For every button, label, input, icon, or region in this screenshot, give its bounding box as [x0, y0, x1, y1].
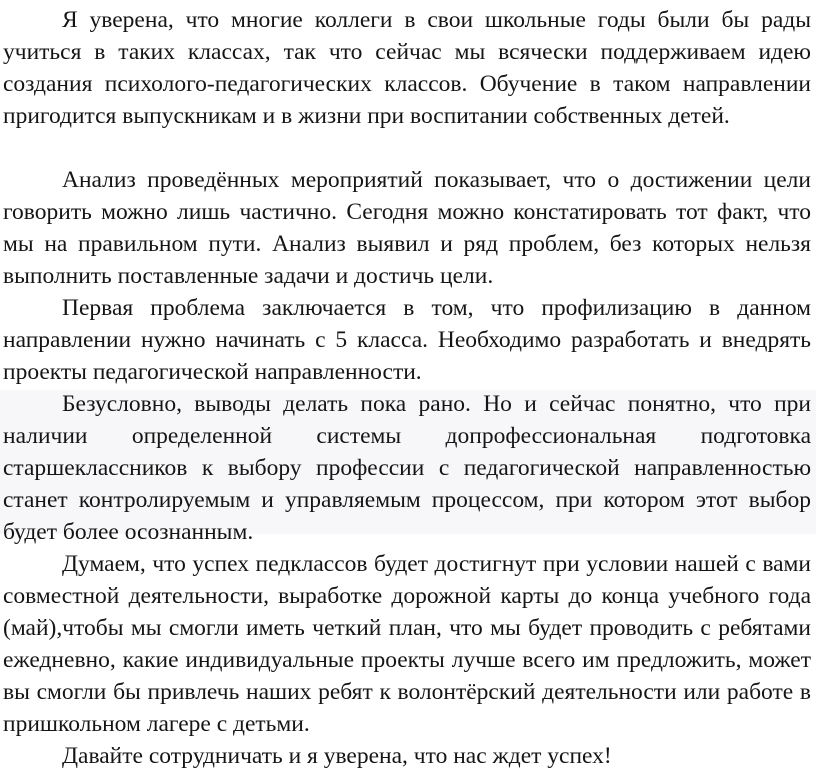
paragraph-4: Безусловно, выводы делать пока рано. Но и сейчас понятно, что при наличии определенной системы допрофессиональная подготовка старшеклассников к выбору профессии с педагогической направленностью станет контролируемым и управляемым процессом, при котором этот выбор будет более осознанным. [3, 391, 811, 545]
empty-line [3, 132, 811, 164]
paragraph-5: Думаем, что успех педклассов будет достигнут при условии нашей с вами совместной деятельности, выработке дорожной карты до конца учебного года (май),чтобы мы смогли иметь четкий план, что мы будет проводить с ребятами ежедневно, какие индивидуальные проекты лучше всего им предложить, может вы смогли бы привлечь наших ребят к волонтёрский деятельности или работе в пришкольном лагере с детьми. [3, 551, 811, 737]
paragraph-3: Первая проблема заключается в том, что профилизацию в данном направлении нужно начинать с 5 класса. Необходимо разработать и внедрять проекты педагогической направленности. [3, 295, 811, 385]
document-body [3, 4, 811, 772]
paragraph-2: Анализ проведённых мероприятий показывает, что о достижении цели говорить можно лишь частично. Сегодня можно констатировать тот факт, что мы на правильном пути. Анализ выявил и ряд проблем, без которых нельзя выполнить поставленные задачи и достичь цели. [3, 167, 811, 289]
paragraph-1: Я уверена, что многие коллеги в свои школьные годы были бы рады учиться в таких классах, так что сейчас мы всячески поддерживаем идею создания психолого-педагогических классов. Обучение в таком направлении пригодится выпускникам и в жизни при воспитании собственных детей. [3, 7, 811, 129]
paragraph-6: Давайте сотрудничать и я уверена, что нас ждет успех! [62, 743, 612, 769]
